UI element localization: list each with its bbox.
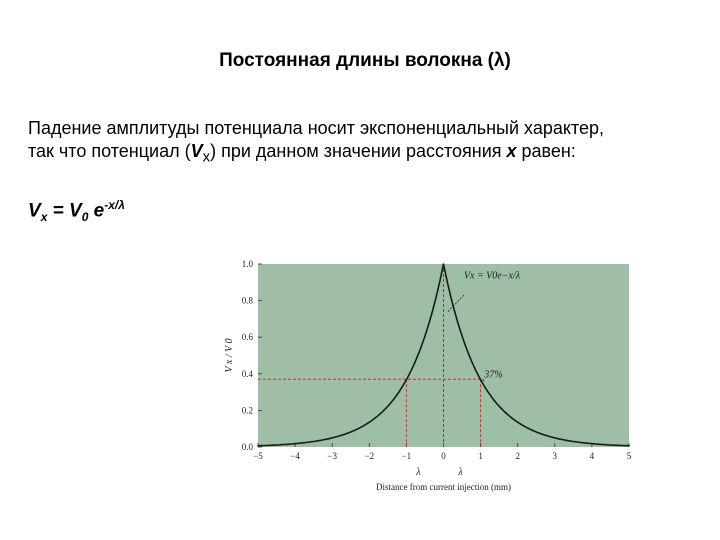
formula-exponent: -x/λ bbox=[104, 198, 125, 212]
data-point bbox=[517, 421, 519, 423]
data-point bbox=[628, 445, 630, 447]
percent-label: 37% bbox=[484, 369, 503, 381]
y-tick-label: 1.0 bbox=[241, 259, 253, 269]
y-tick-label: 0.8 bbox=[241, 295, 253, 306]
x-tick-label: −5 bbox=[253, 451, 263, 461]
description-line-2-post: равен: bbox=[516, 141, 576, 161]
y-tick-label: 0.2 bbox=[241, 405, 253, 416]
data-point bbox=[294, 443, 296, 445]
formula-eq: = V bbox=[47, 200, 82, 222]
formula-sub-x: x bbox=[40, 210, 48, 225]
description-var-v: V bbox=[190, 141, 203, 161]
curve-label: Vx = V0e−x/λ bbox=[463, 270, 521, 282]
data-point bbox=[331, 437, 333, 439]
lambda-label-right: λ bbox=[458, 467, 463, 478]
x-tick-label: 0 bbox=[441, 451, 446, 461]
y-tick-label: 0.0 bbox=[241, 442, 253, 452]
data-point bbox=[369, 421, 371, 423]
x-tick-label: −2 bbox=[364, 451, 375, 461]
x-axis-label: Distance from current injection (mm) bbox=[376, 482, 511, 492]
description-line-2-pre: так что потенциал ( bbox=[28, 141, 191, 161]
description-var-x: x bbox=[506, 141, 517, 161]
data-point bbox=[443, 263, 445, 265]
y-tick-label: 0.4 bbox=[241, 368, 253, 379]
y-tick-label: 0.6 bbox=[241, 332, 253, 343]
lambda-label-left: λ bbox=[416, 467, 421, 478]
formula-sub-0: 0 bbox=[81, 210, 89, 225]
x-tick-label: 1 bbox=[478, 451, 483, 461]
description-var-sub: x bbox=[202, 148, 211, 166]
data-point bbox=[406, 379, 408, 381]
x-tick-label: −1 bbox=[401, 451, 412, 461]
y-axis-label: V x / V 0 bbox=[224, 338, 235, 373]
x-tick-label: 5 bbox=[626, 451, 632, 461]
description-line-1: Падение амплитуды потенциала носит экспоненциальный характер, bbox=[28, 118, 605, 138]
slide-title: Постоянная длины волокна (λ) bbox=[219, 50, 511, 71]
formula-v: V bbox=[28, 200, 41, 222]
data-point bbox=[591, 443, 593, 445]
x-tick-label: 3 bbox=[552, 451, 558, 461]
data-point bbox=[554, 437, 556, 439]
data-point bbox=[480, 379, 482, 381]
x-tick-label: 2 bbox=[515, 451, 520, 461]
description-line-2-mid: ) при данном значении расстояния bbox=[210, 141, 507, 161]
x-tick-label: −3 bbox=[327, 451, 337, 461]
x-tick-label: 4 bbox=[589, 451, 595, 461]
x-tick-label: −4 bbox=[290, 451, 300, 461]
data-point bbox=[257, 445, 259, 447]
formula-e: e bbox=[88, 200, 105, 222]
